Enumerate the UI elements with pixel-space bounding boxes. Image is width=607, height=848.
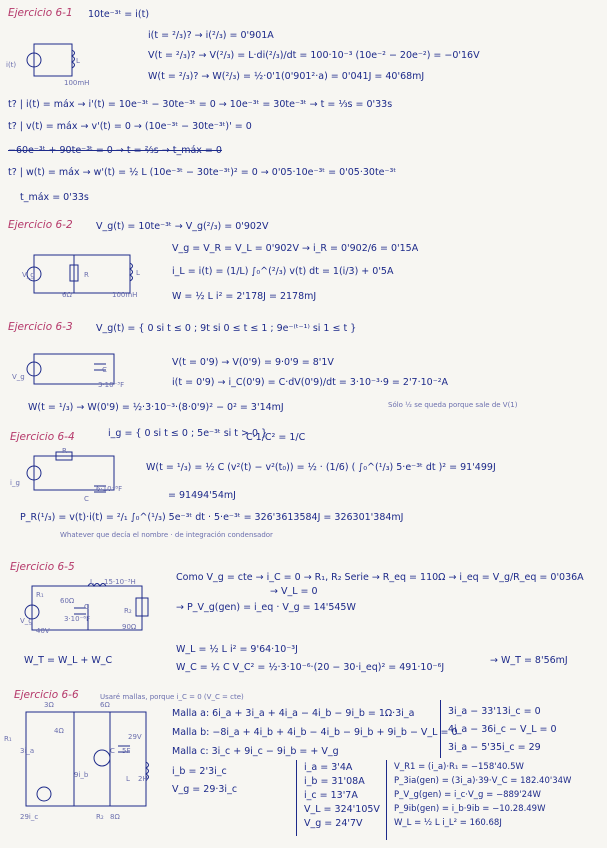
ex5-line-5: W_C = ½ C V_C² = ½·3·10⁻⁶·(20 − 30·i_eq)² = 491·10⁻⁶J (176, 662, 445, 673)
ex6-label-3ia: 3i_a (20, 747, 35, 755)
ex5-line-4: W_L = ½ L i² = 9'64·10⁻³J (176, 644, 298, 655)
ex1-line-4: t? | i(t) = máx → i'(t) = 10e⁻³ᵗ − 30te⁻³ᵗ = 0 → 10e⁻³ᵗ = 30te⁻³ᵗ → t = ⅓s = 0'33s (8, 99, 393, 110)
ex2-label-vg: V_g (22, 271, 35, 279)
ex5-label-40V: 40V (36, 627, 50, 635)
exercise-1-title: Ejercicio 6-1 (8, 7, 73, 19)
ex6-label-5F: 5F (122, 747, 131, 755)
ex6-label-C: C (110, 747, 115, 755)
ex5-label-L: L (90, 578, 94, 586)
ex4-label-C: C (84, 495, 89, 503)
ex1-label-100mH: 100mH (64, 79, 90, 87)
ex6-label-29V: 29V (128, 733, 142, 741)
ex3-line-1: V(t = 0'9) → V(0'9) = 9·0'9 = 8'1V (172, 357, 334, 368)
ex6-system-eq-1: 4i_a − 36i_c − V_L = 0 (448, 724, 557, 735)
ex3-line-2: i(t = 0'9) → i_C(0'9) = C·dV(0'9)/dt = 3·10⁻³·9 = 2'7·10⁻²A (172, 377, 449, 388)
ex6-power-bracket (386, 760, 387, 840)
ex1-line-0: 10te⁻³ᵗ = i(t) (88, 9, 150, 20)
ex3-label-3e-3F: 3·10⁻³F (98, 381, 125, 389)
ex1-line-7: t? | w(t) = máx → w'(t) = ½ L (10e⁻³ᵗ − 30te⁻³ᵗ)² = 0 → 0'05·10e⁻³ᵗ = 0'05·30te⁻³ᵗ (8, 167, 397, 178)
ex1-label-L: L (76, 57, 80, 65)
ex6-line-0: Malla a: 6i_a + 3i_a + 4i_a − 4i_b − 9i_b = 1Ω·3i_a (172, 708, 415, 719)
ex4-line-2: W(t = ¹/₃) = ½ C (v²(t) − v²(t₀)) = ½ · (1/6) ( ∫₀^(¹/₃) 5·e⁻³ᵗ dt )² = 91'499J (146, 462, 496, 473)
ex5-label-C: C (84, 603, 89, 611)
ex6-line-4: V_g = 29·3i_c (172, 784, 238, 795)
ex5-label-3e-6F: 3·10⁻⁶F (64, 615, 91, 623)
ex5-label-90ohm: 90Ω (122, 623, 137, 631)
ex4-line-0: i_g = { 0 si t ≤ 0 ; 5e⁻³ᵗ si t > 0 } (108, 428, 268, 439)
ex6-label-4ohm: 4Ω (54, 727, 64, 735)
ex4-line-3: = 91494'54mJ (168, 490, 236, 501)
ex6-label-2H: 2H (138, 775, 148, 783)
exercise-3-title: Ejercicio 6-3 (8, 321, 73, 333)
exercise-6-title: Ejercicio 6-6 (14, 689, 79, 701)
ex5-label-L-value: 15·10⁻³H (104, 578, 136, 586)
ex6-line-13: P_9ib(gen) = i_b·9ib = −10.28.49W (394, 804, 546, 814)
ex6-line-9: V_g = 24'7V (304, 818, 363, 829)
ex3-label-C: C (102, 366, 107, 374)
ex6-results-bracket (296, 760, 297, 836)
ex6-line-11: P_3ia(gen) = (3i_a)·39·V_C = 182.40'34W (394, 776, 572, 786)
ex6-line-1: Malla b: −8i_a + 4i_b + 4i_b − 4i_b − 9i_b + 9i_b − V_L = 0 (172, 727, 458, 738)
ex3-line-3: W(t = ¹/₃) → W(0'9) = ½·3·10⁻³·(8·0'9)² − 0² = 3'14mJ (28, 402, 284, 413)
ex6-label-L: L (126, 775, 130, 783)
ex6-label-6ohm: 6Ω (100, 701, 110, 709)
ex2-line-2: i_L = i(t) = (1/L) ∫₀^(²/₃) v(t) dt = 1(i/3) + 0'5A (172, 266, 394, 277)
exercise-4-title: Ejercicio 6-4 (10, 431, 75, 443)
ex6-note: Usaré mallas, porque i_C = 0 (V_C = cte) (100, 693, 244, 701)
ex5-label-vg: V_g (20, 617, 33, 625)
ex5-line-1: → V_L = 0 (270, 586, 318, 597)
ex6-label-R1: R₁ (4, 735, 12, 743)
ex6-line-6: i_b = 31'08A (304, 776, 365, 787)
ex1-line-8: t_máx = 0'33s (20, 192, 89, 203)
ex6-label-3ohm: 3Ω (44, 701, 54, 709)
ex6-line-8: V_L = 324'105V (304, 804, 380, 815)
ex5-label-R1: R₁ (36, 591, 44, 599)
ex6-label-R2: R₂ (96, 813, 104, 821)
ex4-note: Whatever que decía el nombre · de integración condensador (60, 531, 273, 539)
ex6-system-bracket (440, 700, 441, 758)
ex5-line-2: → P_V_g(gen) = i_eq · V_g = 14'545W (176, 602, 356, 613)
ex6-label-29ic: 29i_c (20, 813, 39, 821)
ex6-system-eq-0: 3i_a − 33'13i_c = 0 (448, 706, 541, 717)
exercise-5-title: Ejercicio 6-5 (10, 561, 75, 573)
ex6-line-12: P_V_g(gen) = i_c·V_g = −889'24W (394, 790, 541, 800)
ex6-system-eq-2: 3i_a − 5'35i_c = 29 (448, 742, 541, 753)
ex5-label-60ohm: 60Ω (60, 597, 75, 605)
ex6-line-2: Malla c: 3i_c + 9i_c − 9i_b = + V_g (172, 746, 339, 757)
ex2-line-1: V_g = V_R = V_L = 0'902V → i_R = 0'902/6 = 0'15A (172, 243, 419, 254)
ex2-label-R: R (84, 271, 89, 279)
ex6-label-8ohm: 8Ω (110, 813, 120, 821)
ex1-line-5: t? | v(t) = máx → v'(t) = 0 → (10e⁻³ᵗ − 30te⁻³ᵗ)' = 0 (8, 121, 252, 132)
ex6-line-5: i_a = 3'4A (304, 762, 353, 773)
ex5-label-R2: R₂ (124, 607, 132, 615)
ex4-line-4: P_R(¹/₃) = v(t)·i(t) = ²/₁ ∫₀^(¹/₃) 5e⁻³ᵗ dt · 5·e⁻³ᵗ = 326'3613584J = 326301'384mJ (20, 512, 404, 523)
ex6-line-3: i_b = 2'3i_c (172, 766, 227, 777)
ex6-line-10: V_R1 = (i_a)·R₁ = −158'40.5W (394, 762, 524, 772)
ex5-line-0: Como V_g = cte → i_C = 0 → R₁, R₂ Serie → R_eq = 110Ω → i_eq = V_g/R_eq = 0'036A (176, 572, 584, 583)
ex2-line-3: W = ½ L i² = 2'178J = 2178mJ (172, 291, 317, 302)
ex1-line-6-crossed: −60e⁻³ᵗ + 90te⁻³ᵗ = 0 → t = ⅔s → t_máx = 0 (8, 145, 222, 156)
ex5-line-6: → W_T = 8'56mJ (490, 655, 568, 666)
ex6-label-9ib: 9i_b (74, 771, 89, 779)
ex4-label-cap: 6·10⁻⁸F (96, 485, 123, 493)
ex1-line-3: W(t = ²/₃)? → W(²/₃) = ½·0'1(0'901²·a) = 0'041J = 40'68mJ (148, 71, 425, 82)
exercise-2-title: Ejercicio 6-2 (8, 219, 73, 231)
ex6-line-14: W_L = ½ L i_L² = 160.68J (394, 818, 502, 828)
ex6-circuit-sketch (14, 702, 162, 818)
ex5-line-3: W_T = W_L + W_C (24, 655, 113, 666)
ex6-line-7: i_c = 13'7A (304, 790, 358, 801)
ex2-label-6ohm: 6Ω (62, 291, 72, 299)
ex4-label-ig: i_g (10, 479, 20, 487)
ex2-line-0: V_g(t) = 10te⁻³ᵗ → V_g(²/₃) = 0'902V (96, 221, 269, 232)
ex3-note: Sólo ½ se queda porque sale de V(1) (388, 401, 518, 409)
ex1-line-1: i(t = ²/₃)? → i(²/₃) = 0'901A (148, 30, 274, 41)
ex1-line-2: V(t = ²/₃)? → V(²/₃) = L·di(²/₃)/dt = 100·10⁻³ (10e⁻² − 20e⁻²) = −0'16V (148, 50, 480, 61)
ex3-line-0: V_g(t) = { 0 si t ≤ 0 ; 9t si 0 ≤ t ≤ 1 ; 9e⁻⁽ᵗ⁻¹⁾ si 1 ≤ t } (96, 323, 357, 334)
ex2-label-L: L (136, 269, 140, 277)
ex1-label-i: i(t) (6, 61, 17, 69)
ex4-label-R: R (62, 447, 67, 455)
ex2-label-100mH: 100mH (112, 291, 138, 299)
ex4-line-1: C·1/C² = 1/C (246, 432, 306, 443)
ex3-label-vg: V_g (12, 373, 25, 381)
